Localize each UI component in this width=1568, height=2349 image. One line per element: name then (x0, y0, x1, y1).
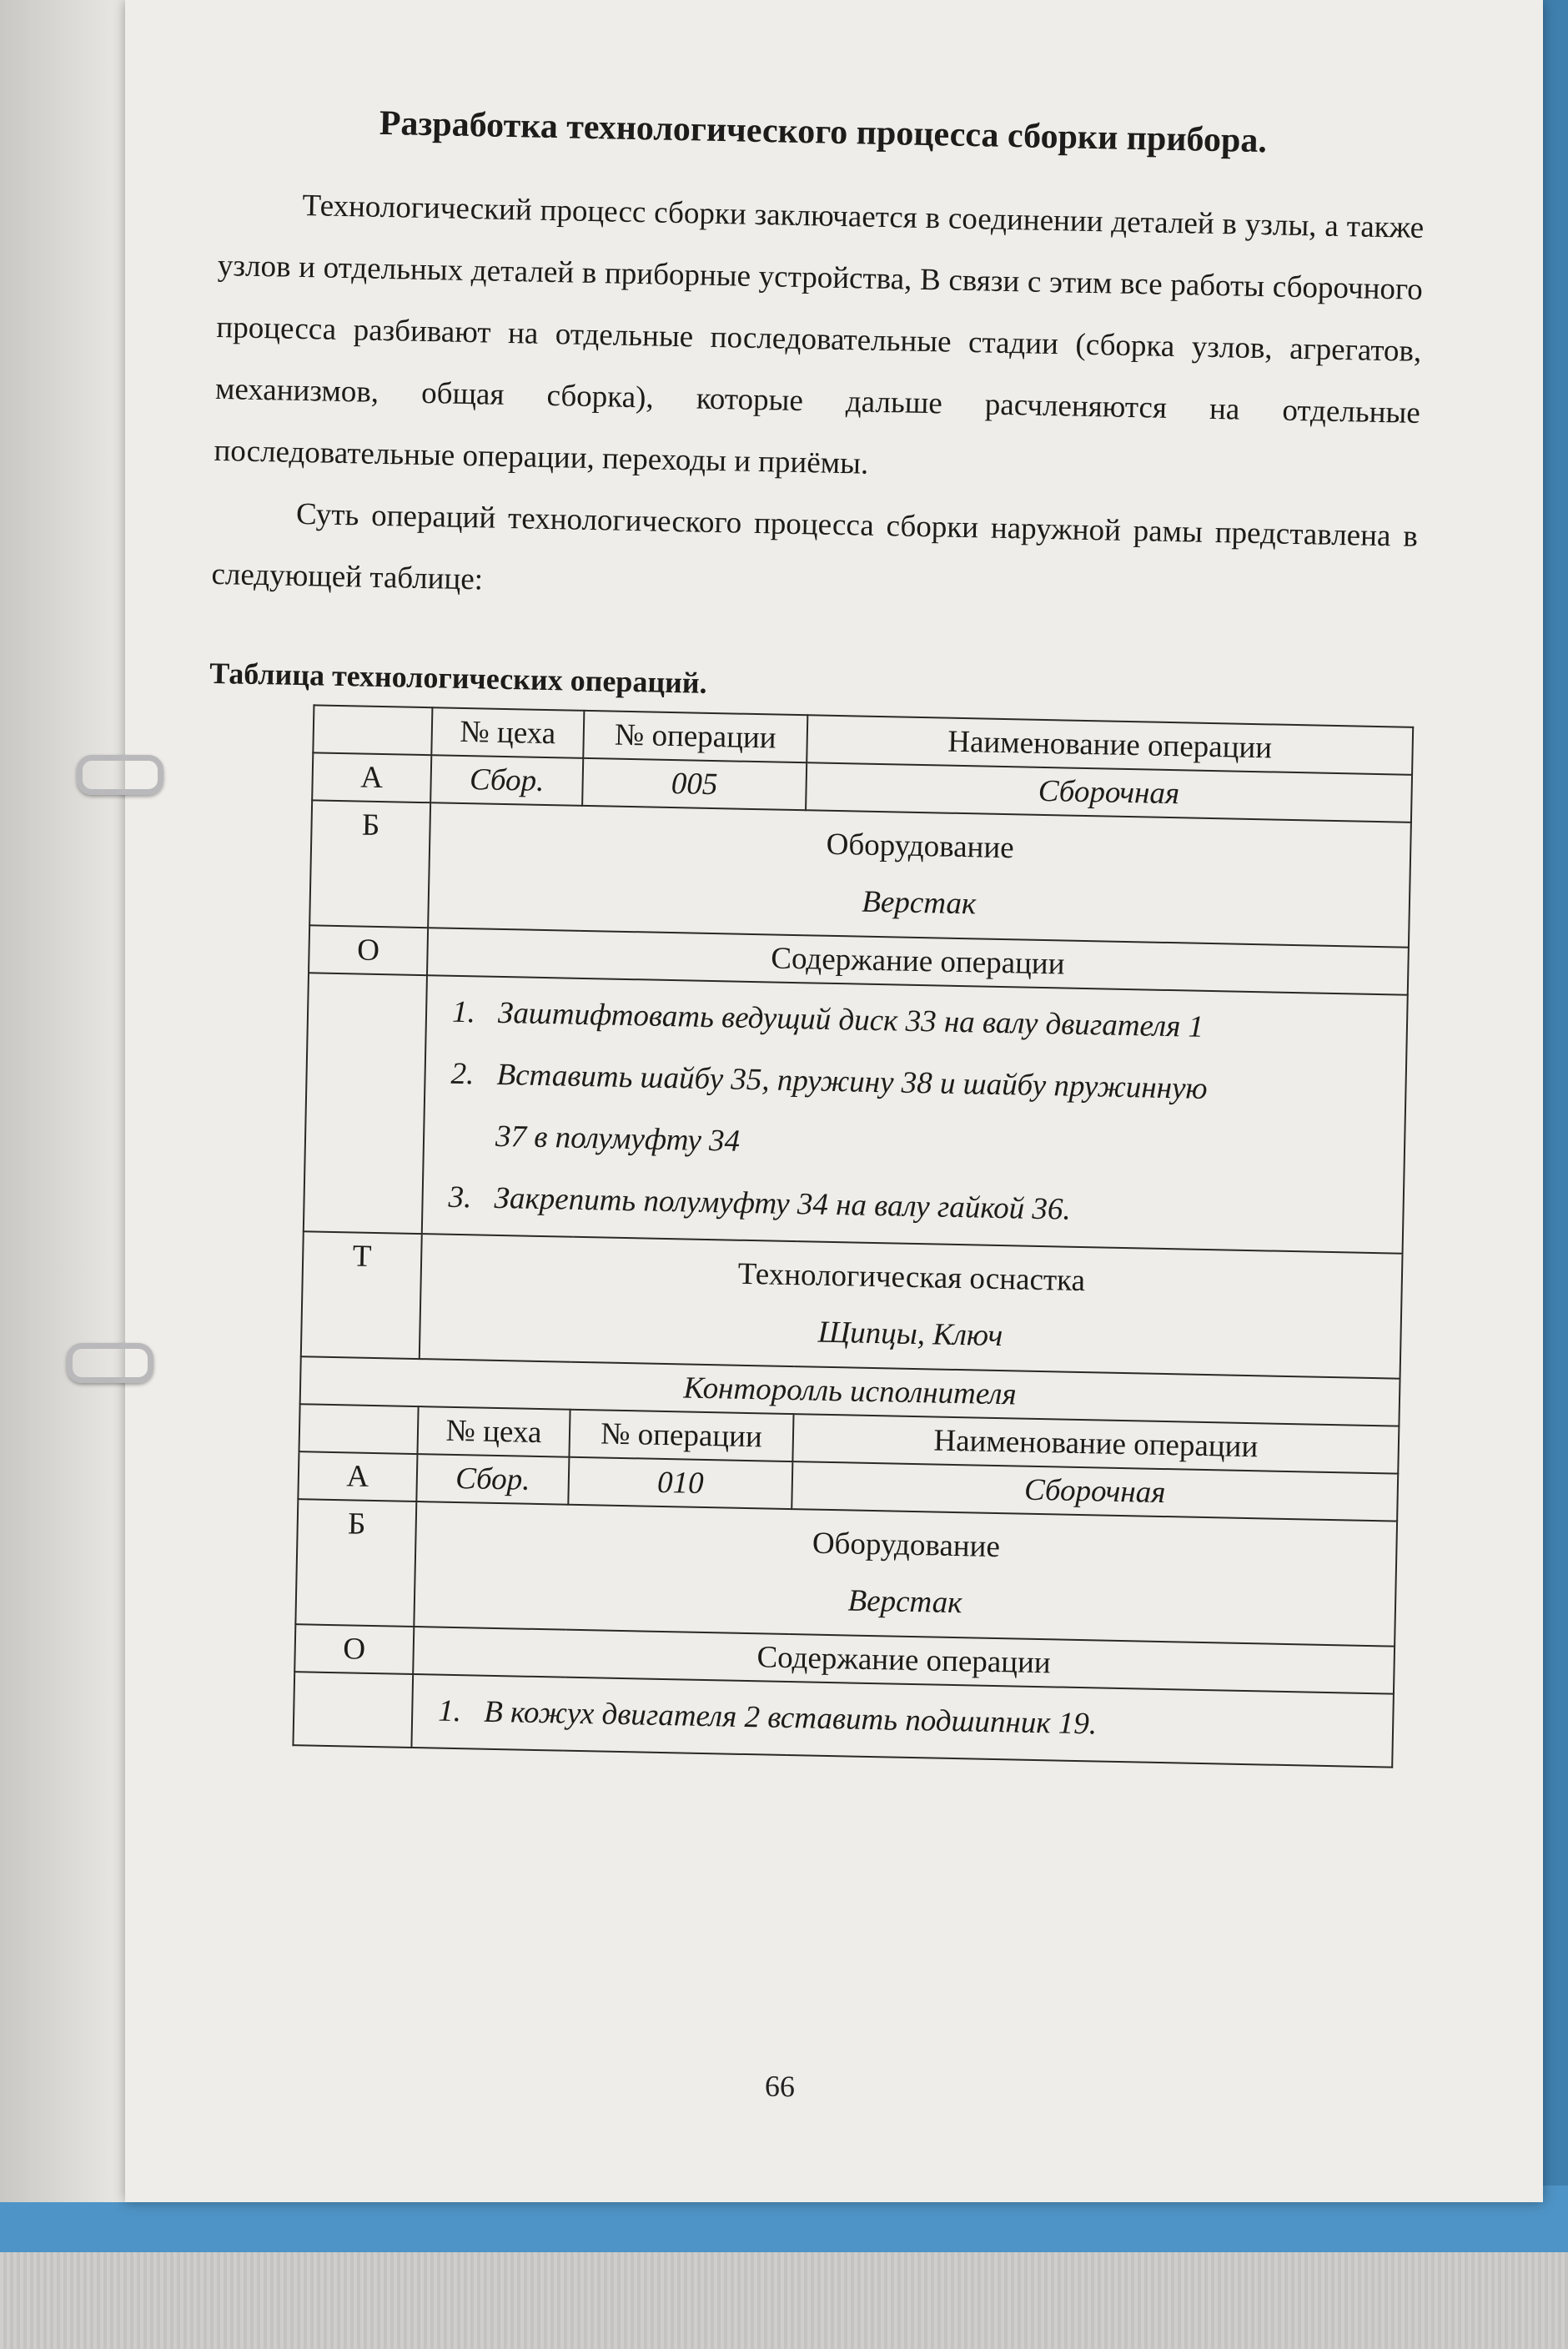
table-row (301, 1231, 1403, 1378)
previous-page (0, 0, 125, 2202)
binder-ring-icon (67, 1343, 153, 1383)
operations-table (292, 704, 1414, 1768)
steps-cell (422, 975, 1408, 1254)
list-item: 1. В кожух двигателя 2 вставить подшипник 19. (437, 1693, 1098, 1742)
tooling-title: Технологическая оснастка (737, 1256, 1086, 1299)
equipment-value: Верстак (847, 1583, 962, 1621)
column-header-operation: № операции (569, 1410, 793, 1461)
page-content (188, 100, 1425, 1768)
equipment-title: Оборудование (812, 1526, 1001, 1565)
equipment-cell (428, 802, 1411, 948)
table-row (309, 800, 1411, 947)
tooling-value: Щипцы, Ключ (817, 1315, 1003, 1354)
document-page (125, 0, 1543, 2202)
table-row (304, 973, 1408, 1253)
row-label: Б (295, 1499, 416, 1627)
column-header-shop: № цеха (417, 1406, 570, 1457)
row-label: Б (309, 800, 430, 928)
list-item: 1. Заштифтовать ведущий диск 33 на валу двигателя 1 (451, 994, 1204, 1044)
operation-name-cell: Сборочная (806, 762, 1412, 822)
fabric-background (0, 2252, 1568, 2349)
page-heading: Разработка технологического процесса сборки прибора. (379, 103, 1268, 161)
list-item-continuation: 37 в полумуфту 34 (495, 1119, 741, 1159)
shop-cell: Сбор. (430, 755, 583, 806)
equipment-title: Оборудование (826, 827, 1015, 866)
row-label: А (312, 752, 431, 802)
control-cell: Конторолль исполнителя (300, 1356, 1400, 1426)
operation-number-cell: 010 (568, 1457, 792, 1509)
shop-cell: Сбор. (416, 1454, 569, 1505)
row-label: О (294, 1624, 414, 1674)
row-label: Т (301, 1231, 422, 1359)
column-header-shop: № цеха (431, 707, 584, 758)
row-label: А (298, 1451, 417, 1501)
equipment-value: Верстак (861, 884, 977, 922)
paragraph: Технологический процесс сборки заключается в соединении деталей в узлы, а также узлов и отдельных деталей в приборные устройства, В связи с этим все работы сборочного процесса разбивают на отдельные последовательные стадии (сборка узлов, агрегатов, механизмов, общая сборка), которые дальше расчленяются на отдельные последовательные операции, переходы и приёмы. (214, 188, 1425, 481)
list-item: 2. Вставить шайбу 35, пружину 38 и шайбу пружинную (450, 1056, 1208, 1106)
equipment-cell (414, 1501, 1397, 1647)
page-number: 66 (764, 2069, 796, 2104)
column-header-name: Наименование операции (807, 715, 1413, 775)
tooling-cell (420, 1234, 1403, 1379)
content-title: Содержание операции (427, 928, 1409, 995)
content-title: Содержание операции (413, 1627, 1395, 1694)
row-label: О (309, 925, 428, 975)
column-header-operation: № операции (583, 711, 807, 762)
list-item: 3. Закрепить полумуфту 34 на валу гайкой 36. (448, 1180, 1072, 1227)
operation-name-cell: Сборочная (792, 1461, 1398, 1522)
table-caption: Таблица технологических операций. (209, 656, 708, 700)
operation-number-cell: 005 (582, 758, 807, 810)
column-header-name: Наименование операции (792, 1414, 1399, 1474)
paragraph: Суть операций технологического процесса сборки наружной рамы представлена в следующей таблице: (211, 496, 1419, 597)
binder-ring-icon (77, 755, 163, 795)
table-row (295, 1499, 1397, 1646)
